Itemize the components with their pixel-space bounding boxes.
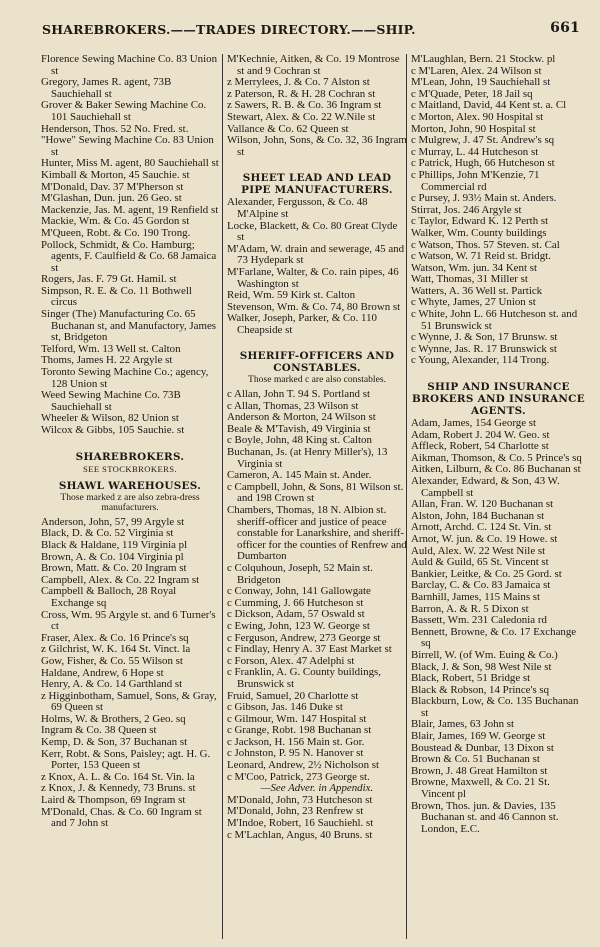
directory-entry: Reid, Wm. 59 Kirk st. Calton — [227, 289, 356, 302]
cross-reference-note: SEE STOCKBROKERS. — [82, 463, 178, 474]
directory-entry: Singer (The) Manufacturing Co. 65 Buchanan st, and Manufactory, James st, Bridgeton — [41, 308, 217, 344]
section-heading-shawl-warehouses: SHAWL WAREHOUSES. — [58, 479, 202, 492]
directory-entry: Gow, Fisher, & Co. 55 Wilson st — [41, 654, 183, 667]
directory-entry: c Murray, L. 44 Hutcheson st — [411, 145, 539, 158]
directory-entry: z Knox, A. L. & Co. 164 St. Vin. la — [41, 770, 195, 783]
directory-entry: Auld, Alex. W. 22 West Nile st — [411, 544, 546, 557]
directory-entry: Auld & Guild, 65 St. Vincent st — [411, 556, 549, 569]
directory-entry: Barron, A. & R. 5 Dixon st — [411, 602, 529, 615]
directory-entry: c Taylor, Edward K. 12 Perth st — [411, 215, 549, 228]
directory-entry: z Higginbotham, Samuel, Sons, & Gray, 69 Queen st — [41, 689, 217, 714]
directory-entry: Mackenzie, Jas. M. agent, 19 Renfield st — [41, 203, 219, 216]
directory-entry: c Allan, Thomas, 23 Wilson st — [227, 399, 359, 412]
directory-entry: Blackburn, Low, & Co. 135 Buchanan st — [411, 695, 579, 719]
shawl-continued-list — [227, 54, 407, 158]
directory-entry: Buchanan, Js. (at Henry Miller's), 13 Virginia st — [227, 446, 388, 470]
directory-entry: M'Donald, Dav. 37 M'Pherson st — [41, 180, 184, 193]
sheet-lead-list — [227, 197, 407, 336]
directory-entry: c Findlay, Henry A. 37 East Market st — [227, 643, 392, 656]
directory-entry: c Allan, John T. 94 S. Portland st — [227, 388, 370, 401]
directory-entry: Wilcox & Gibbs, 105 Sauchie. st — [41, 424, 185, 436]
directory-entry: Brown, Thos. jun. & Davies, 135 Buchanan st. and 46 Cannon st. London, E.C. — [411, 799, 559, 835]
directory-entry: c White, John L. 66 Hutcheson st. and 51 Brunswick st — [411, 308, 578, 332]
directory-entry: Black, Robert, 51 Bridge st — [411, 672, 531, 685]
section-note: Those marked c are also constables. — [248, 374, 386, 386]
running-header — [42, 22, 582, 40]
directory-entry: Bankier, Leitke, & Co. 25 Gord. st — [411, 567, 562, 580]
directory-entry: Black, J. & Son, 98 West Nile st — [411, 660, 552, 673]
directory-entry: Watters, A. 36 Well st. Partick — [411, 284, 543, 297]
directory-entry: Weed Sewing Machine Co. 73B Sauchiehall st — [41, 389, 181, 413]
directory-entry: Florence Sewing Machine Co. 83 Union st — [41, 54, 218, 77]
directory-entry: c M'Quade, Peter, 18 Jail sq — [411, 87, 533, 100]
directory-entry: c Forson, Alex. 47 Adelphi st — [227, 654, 355, 667]
directory-entry: Walker, Wm. County buildings — [411, 226, 547, 239]
directory-entry: Kimball & Morton, 45 Sauchie. st — [41, 168, 190, 181]
directory-entry: Grover & Baker Sewing Machine Co. 101 Sauchiehall st — [41, 99, 207, 123]
directory-entry: Stirrat, Jos. 246 Argyle st — [411, 203, 522, 216]
directory-entry: Brown, Matt. & Co. 20 Ingram st — [41, 562, 187, 575]
column-3 — [411, 54, 586, 939]
directory-entry: Rogers, Jas. F. 79 Gt. Hamil. st — [41, 273, 177, 286]
directory-entry: c Phillips, John M'Kenzie, 71 Commercial rd — [411, 168, 540, 193]
directory-entry: c M'Lachlan, Angus, 40 Bruns. st — [227, 828, 373, 841]
directory-entry: Bennett, Browne, & Co. 17 Exchange sq — [411, 625, 577, 650]
directory-entry: c Young, Alexander, 114 Trong. — [411, 354, 550, 367]
page-number: 661 — [550, 20, 580, 36]
directory-entry: Alexander, Edward, & Son, 43 W. Campbell st — [411, 475, 560, 499]
directory-entry: Brown, A. & Co. 104 Virginia pl — [41, 550, 184, 563]
directory-entry: M'Kechnie, Aitken, & Co. 19 Montrose st and 9 Cochran st — [227, 54, 400, 77]
directory-entry: Hunter, Miss M. agent, 80 Sauchiehall st — [41, 157, 219, 170]
directory-entry: c Franklin, A. G. County buildings, Brunswick st — [227, 666, 381, 690]
directory-entry: Arnott, Archd. C. 124 St. Vin. st — [411, 521, 552, 534]
directory-entry: Watson, Wm. jun. 34 Kent st — [411, 261, 537, 274]
directory-entry: Aitken, Lilburn, & Co. 86 Buchanan st — [411, 463, 581, 476]
ship-broker-list — [411, 418, 586, 835]
directory-entry: Beale & M'Tavish, 49 Virginia st — [227, 422, 371, 435]
directory-entry: Campbell & Balloch, 28 Royal Exchange sq — [41, 585, 177, 609]
directory-entry: Henry, A. & Co. 14 Garthland st — [41, 678, 183, 691]
directory-entry: z Gilchrist, W. K. 164 St. Vinct. la — [41, 643, 191, 656]
directory-entry: c Cumming, J. 66 Hutcheson st — [227, 596, 364, 609]
directory-entry: Cameron, A. 145 Main st. Ander. — [227, 469, 372, 482]
directory-entry: c Patrick, Hugh, 66 Hutcheson st — [411, 157, 555, 170]
directory-entry: c Colquhoun, Joseph, 52 Main st. Bridgeton — [227, 561, 373, 586]
directory-entry: M'Adam, W. drain and sewerage, 45 and 73 Hydepark st — [227, 242, 405, 267]
directory-entry: Chambers, Thomas, 18 N. Albion st. sheriff-officer and justice of peace constable for Lanarkshire, and sheriff-officer for the counties of Renfrew and Dumbarton — [227, 504, 407, 563]
directory-entry: z Sawers, R. B. & Co. 36 Ingram st — [227, 99, 382, 112]
directory-entry: c Gilmour, Wm. 147 Hospital st — [227, 712, 367, 725]
section-heading-sheet-lead: SHEET LEAD AND LEAD PIPE MANUFACTURERS. — [241, 172, 393, 197]
directory-entry: c Watson, W. 71 Reid st. Bridgt. — [411, 250, 551, 263]
sewing-machine-list — [41, 54, 219, 437]
column-divider — [222, 54, 223, 939]
directory-entry: Telford, Wm. 13 Well st. Calton — [41, 342, 181, 355]
directory-entry: Aikman, Thomson, & Co. 5 Prince's sq — [411, 451, 582, 464]
directory-entry: Kerr, Robt. & Sons, Paisley; agt. H. G. Porter, 153 Queen st — [41, 747, 211, 772]
directory-entry: M'Laughlan, Bern. 21 Stockw. pl — [411, 54, 556, 65]
directory-entry: M'Indoe, Robert, 16 Sauchiehl. st — [227, 817, 374, 830]
directory-entry: M'Donald, John, 73 Hutcheson st — [227, 793, 373, 806]
directory-entry: M'Lean, John, 19 Sauchiehall st — [411, 76, 551, 89]
directory-entry: Ingram & Co. 38 Queen st — [41, 724, 157, 737]
directory-entry: c Maitland, David, 44 Kent st. a. Cl — [411, 99, 567, 112]
sheriff-officer-list-continued — [227, 795, 407, 841]
directory-entry: Black, D. & Co. 52 Virginia st — [41, 527, 174, 540]
directory-entry: Black & Haldane, 119 Virginia pl — [41, 538, 188, 551]
directory-entry: Stewart, Alex. & Co. 22 W.Nile st — [227, 110, 376, 123]
directory-entry: Thoms, James H. 22 Argyle st — [41, 354, 173, 367]
directory-entry: c Whyte, James, 27 Union st — [411, 296, 536, 309]
sheriff-officer-list — [227, 389, 407, 783]
directory-entry: M'Donald, Chas. & Co. 60 Ingram st and 7 John st — [41, 805, 202, 830]
directory-entry: Boustead & Dunbar, 13 Dixon st — [411, 741, 554, 754]
directory-entry: Locke, Blackett, & Co. 80 Great Clyde st — [227, 219, 398, 244]
directory-entry: "Howe" Sewing Machine Co. 83 Union st — [41, 134, 214, 158]
directory-entry: Anderson, John, 57, 99 Argyle st — [41, 515, 185, 528]
directory-entry: Black & Robson, 14 Prince's sq — [411, 683, 550, 696]
directory-entry: M'Queen, Robt. & Co. 190 Trong. — [41, 226, 191, 239]
column-2 — [227, 54, 407, 939]
directory-entry: Blair, James, 63 John st — [411, 718, 515, 731]
directory-entry: Watt, Thomas, 31 Miller st — [411, 273, 528, 286]
shawl-warehouse-list — [41, 517, 219, 830]
section-heading-ship-insurance: SHIP AND INSURANCE BROKERS AND INSURANCE AGENTS. — [412, 381, 585, 418]
directory-entry: c Wynne, J. & Son, 17 Brunsw. st — [411, 331, 558, 344]
directory-entry: M'Donald, John, 23 Renfrew st — [227, 805, 364, 818]
directory-entry: Simpson, R. E. & Co. 11 Bothwell circus — [41, 284, 192, 309]
directory-entry: Wilson, John, Sons, & Co. 32, 36 Ingram st — [227, 134, 407, 158]
section-note: Those marked z are also zebra-dress manufacturers. — [60, 491, 200, 514]
column-1 — [41, 54, 219, 939]
directory-entry: Brown, J. 48 Great Hamilton st — [411, 764, 548, 777]
directory-entry: z Knox, J. & Kennedy, 73 Bruns. st — [41, 782, 196, 795]
directory-entry: c Conway, John, 141 Gallowgate — [227, 585, 371, 598]
advert-note: —See Adver. in Appendix. — [260, 782, 374, 795]
directory-entry: Gregory, James R. agent, 73B Sauchiehall st — [41, 76, 172, 100]
directory-entry: Kemp, D. & Son, 37 Buchanan st — [41, 736, 188, 749]
directory-entry: Arnot, W. jun. & Co. 19 Howe. st — [411, 532, 558, 545]
directory-entry: Browne, Maxwell, & Co. 21 St. Vincent pl — [411, 776, 550, 801]
directory-entry: c Grange, Robt. 198 Buchanan st — [227, 724, 372, 737]
directory-entry: Morton, John, 90 Hospital st — [411, 122, 536, 135]
directory-entry: Wheeler & Wilson, 82 Union st — [41, 412, 179, 425]
directory-entry: c Gibson, Jas. 146 Duke st — [227, 701, 343, 714]
directory-entry: Bassett, Wm. 231 Caledonia rd — [411, 614, 547, 627]
directory-entry: c Ewing, John, 123 W. George st — [227, 619, 370, 632]
directory-entry: Toronto Sewing Machine Co.; agency, 128 Union st — [41, 366, 209, 390]
directory-entry: Barnhill, James, 115 Mains st — [411, 590, 541, 603]
directory-entry: Leonard, Andrew, 2½ Nicholson st — [227, 759, 380, 772]
directory-entry: Walker, Joseph, Parker, & Co. 110 Cheapside st — [227, 312, 377, 336]
directory-entry: Campbell, Alex. & Co. 22 Ingram st — [41, 573, 200, 586]
directory-entry: c M'Coo, Patrick, 273 George st. — [227, 770, 370, 783]
directory-entry: Pollock, Schmidt, & Co. Hamburg; agents, F. Caulfield & Co. 68 Jamaica st — [41, 238, 217, 274]
sheriff-continued-list — [411, 54, 586, 367]
section-heading-sharebrokers: SHAREBROKERS. — [75, 450, 185, 463]
directory-entry: Holms, W. & Brothers, 2 Geo. sq — [41, 712, 186, 725]
directory-entry: Alexander, Fergusson, & Co. 48 M'Alpine st — [227, 196, 368, 220]
directory-entry: Allan, Fran. W. 120 Buchanan st — [411, 498, 554, 511]
directory-entry: c Mulgrew, J. 47 St. Andrew's sq — [411, 134, 555, 147]
directory-entry: c Watson, Thos. 57 Steven. st. Cal — [411, 238, 560, 251]
directory-entry: Fruid, Samuel, 20 Charlotte st — [227, 689, 359, 702]
directory-entry: c Wynne, Jas. R. 17 Brunswick st — [411, 342, 557, 355]
directory-entry: Adam, James, 154 George st — [411, 417, 537, 430]
directory-entry: Adam, Robert J. 204 W. Geo. st — [411, 428, 550, 441]
section-heading-sheriff-officers: SHERIFF-OFFICERS AND CONSTABLES. — [239, 350, 395, 375]
directory-entry: c M'Laren, Alex. 24 Wilson st — [411, 64, 542, 77]
directory-entry: M'Farlane, Walter, & Co. rain pipes, 46 Washington st — [227, 265, 399, 290]
directory-entry: z Merrylees, J. & Co. 7 Alston st — [227, 76, 370, 89]
directory-entry: Fraser, Alex. & Co. 16 Prince's sq — [41, 631, 189, 644]
directory-entry: c Pursey, J. 93½ Main st. Anders. — [411, 192, 557, 205]
directory-entry: Stevenson, Wm. & Co. 74, 80 Brown st — [227, 300, 401, 313]
directory-entry: Birrell, W. (of Wm. Euing & Co.) — [411, 648, 558, 661]
directory-entry: c Boyle, John, 48 King st. Calton — [227, 434, 372, 447]
directory-entry: Alston, John, 184 Buchanan st — [411, 509, 545, 522]
directory-entry: Mackie, Wm. & Co. 45 Gordon st — [41, 215, 190, 228]
directory-entry: Henderson, Thos. 52 No. Fred. st. — [41, 122, 189, 135]
directory-entry: Affleck, Robert, 54 Charlotte st — [411, 440, 549, 453]
directory-entry: Blair, James, 169 W. George st — [411, 730, 546, 743]
directory-entry: z Paterson, R. & H. 28 Cochran st — [227, 87, 376, 100]
directory-entry: Vallance & Co. 62 Queen st — [227, 122, 349, 135]
directory-entry: c Johnston, P. 95 N. Hanover st — [227, 747, 364, 760]
directory-entry: Brown & Co. 51 Buchanan st — [411, 753, 540, 766]
directory-entry: Barclay, C. & Co. 83 Jamaica st — [411, 579, 551, 592]
directory-entry: c Morton, Alex. 90 Hospital st — [411, 110, 544, 123]
directory-entry: Anderson & Morton, 24 Wilson st — [227, 411, 376, 424]
directory-entry: Laird & Thompson, 69 Ingram st — [41, 794, 186, 807]
directory-entry: c Campbell, John, & Sons, 81 Wilson st. and 198 Crown st — [227, 480, 404, 505]
header-title: SHAREBROKERS.——TRADES DIRECTORY.——SHIP. — [42, 22, 416, 37]
directory-entry: c Dickson, Adam, 57 Oswald st — [227, 608, 365, 621]
directory-entry: Cross, Wm. 95 Argyle st. and 6 Turner's ct — [41, 608, 216, 633]
directory-entry: c Ferguson, Andrew, 273 George st — [227, 631, 381, 644]
directory-entry: c Jackson, H. 156 Main st. Gor. — [227, 735, 365, 748]
directory-entry: Haldane, Andrew, 6 Hope st — [41, 666, 164, 679]
directory-entry: M'Glashan, Dun. jun. 26 Geo. st — [41, 192, 182, 205]
